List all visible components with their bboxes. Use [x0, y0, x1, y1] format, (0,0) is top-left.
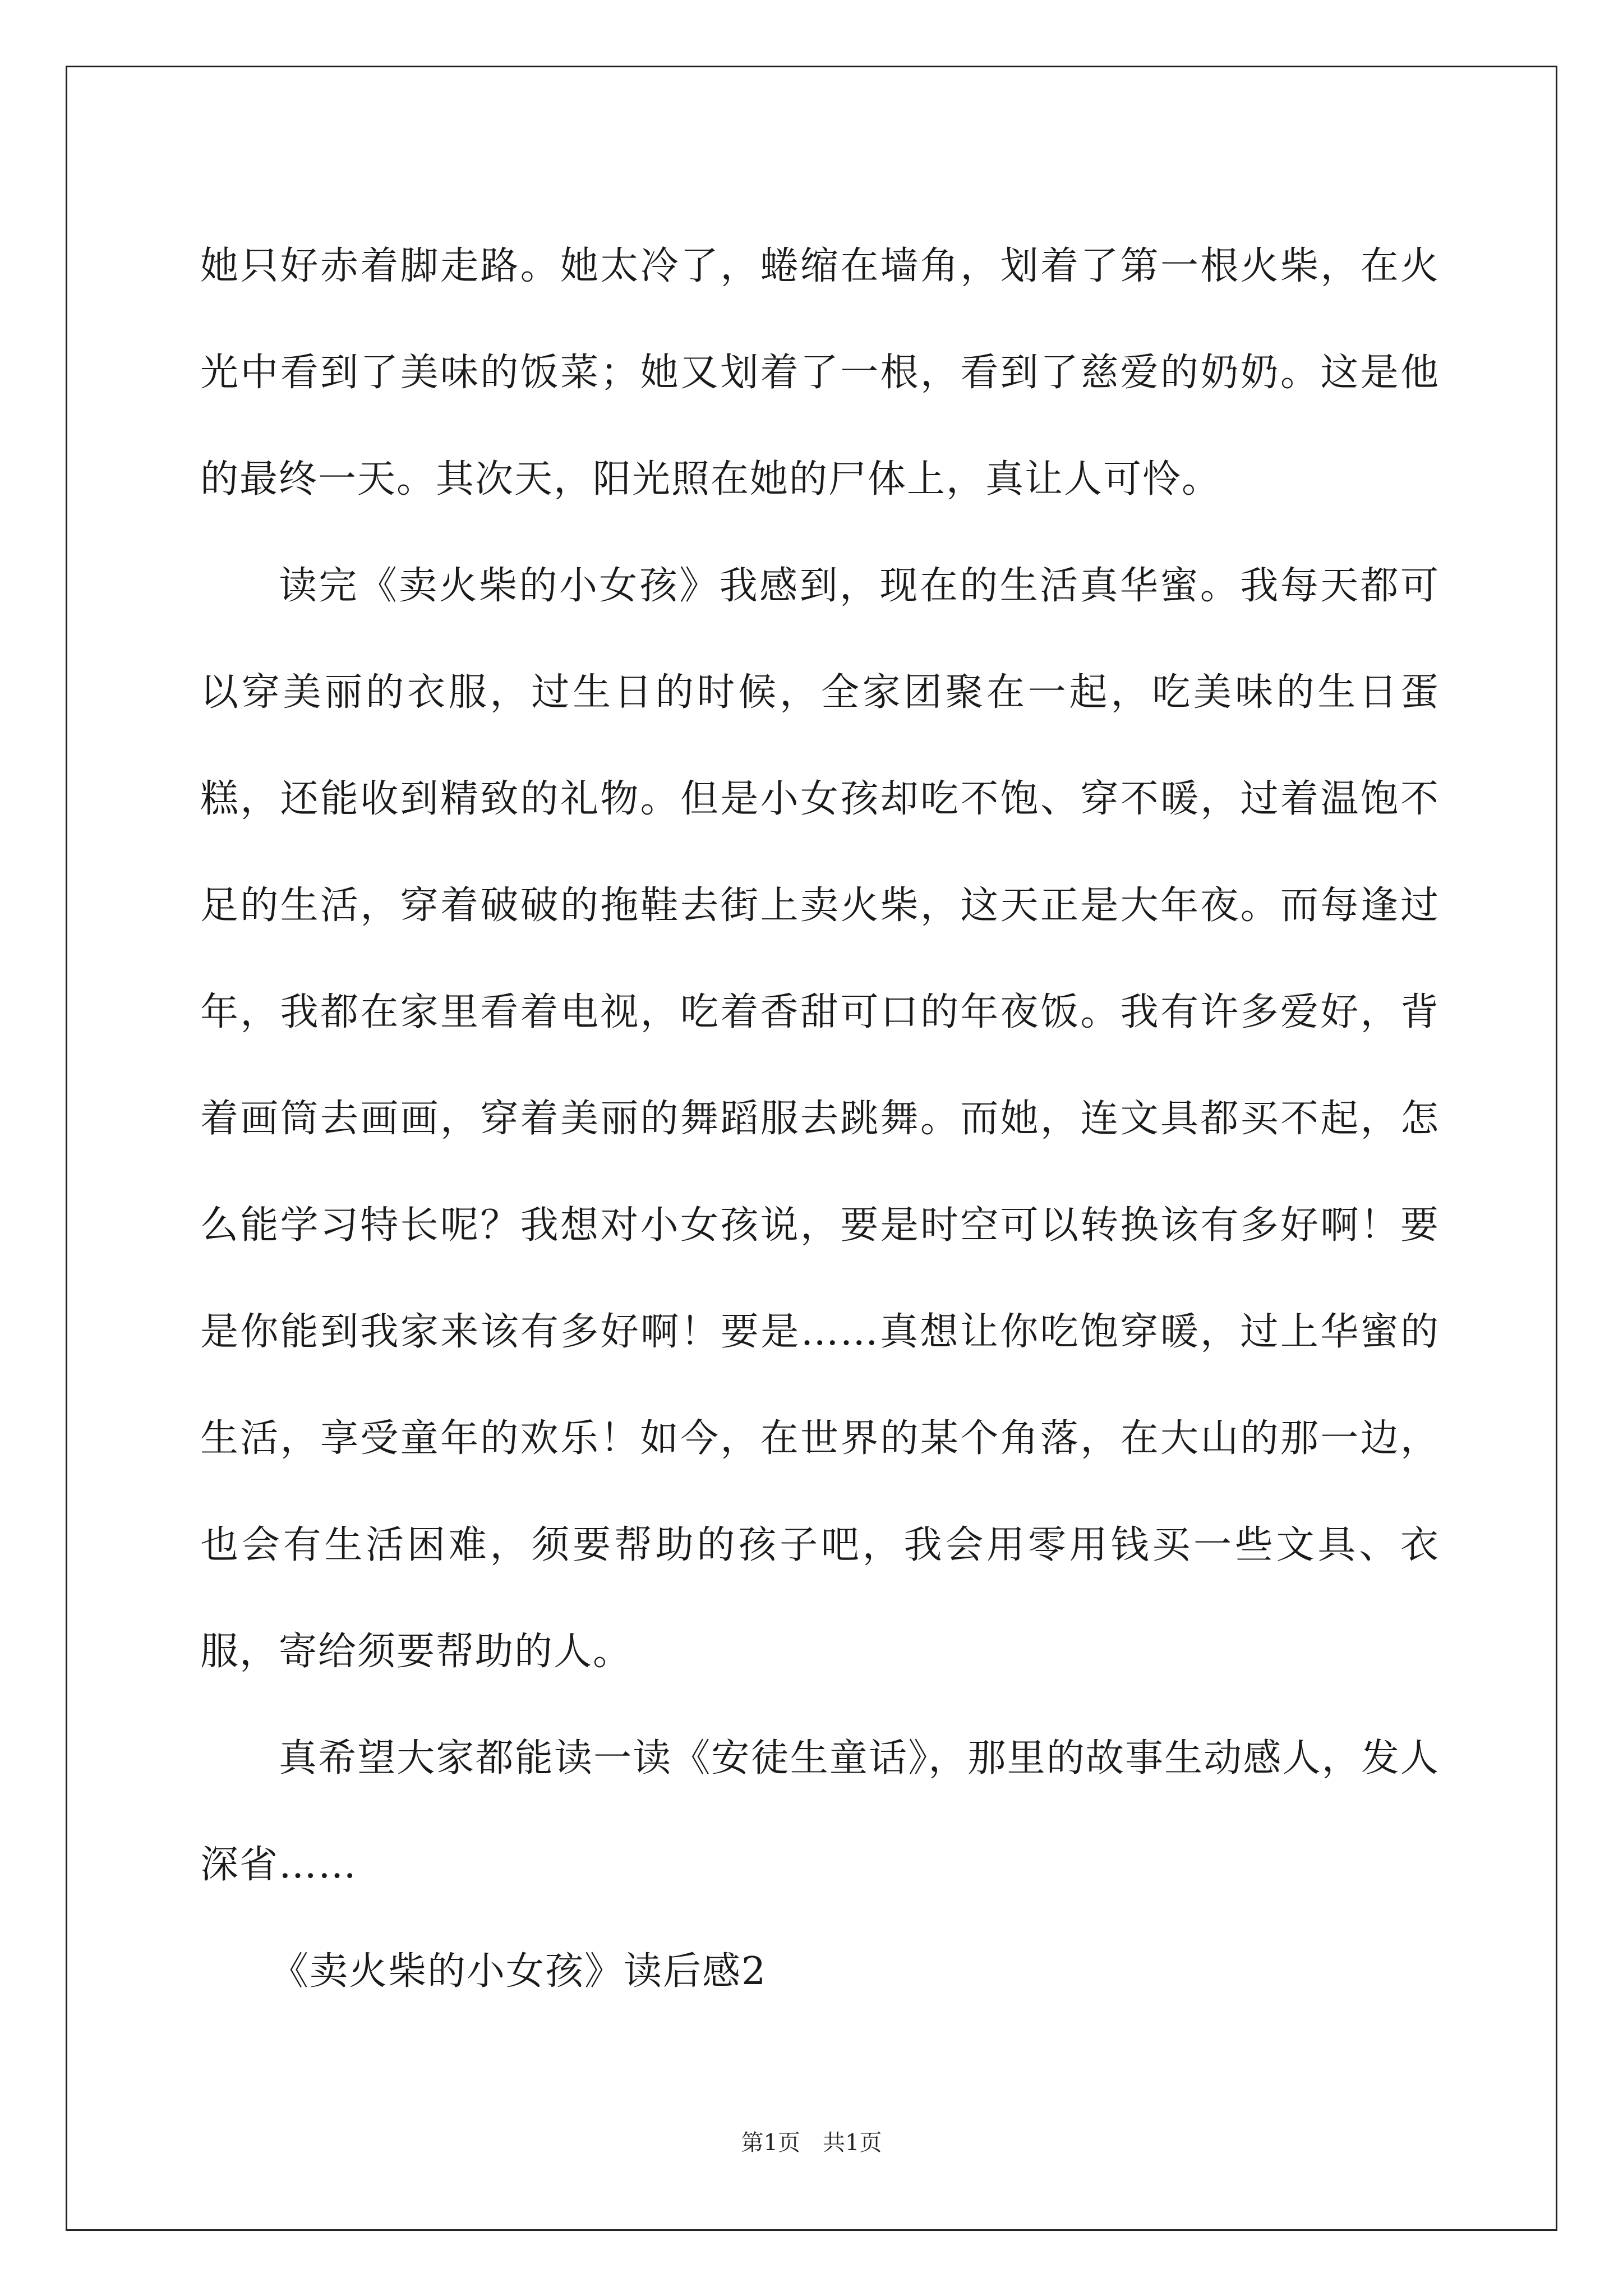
document-body [200, 213, 1440, 2025]
page-footer: 第1页 共1页 [741, 2130, 882, 2156]
paragraph-1: 她只好赤着脚走路。她太冷了，蜷缩在墙角，划着了第一根火柴，在火光中看到了美味的饭菜；她又划着了一根，看到了慈爱的奶奶。这是他的最终一天。其次天，阳光照在她的尸体上，真让人可怜。 [200, 244, 1440, 501]
paragraph-2: 读完《卖火柴的小女孩》我感到，现在的生活真华蜜。我每天都可以穿美丽的衣服，过生日的时候，全家团聚在一起，吃美味的生日蛋糕，还能收到精致的礼物。但是小女孩却吃不饱、穿不暖，过着温饱不足的生活，穿着破破的拖鞋去街上卖火柴，这天正是大年夜。而每逢过年，我都在家里看着电视，吃着香甜可口的年夜饭。我有许多爱好，背着画筒去画画，穿着美丽的舞蹈服去跳舞。而她，连文具都买不起，怎么能学习特长呢？我想对小女孩说，要是时空可以转换该有多好啊！要是你能到我家来该有多好啊！要是……真想让你吃饱穿暖，过上华蜜的生活，享受童年的欢乐！如今，在世界的某个角落，在大山的那一边，也会有生活困难，须要帮助的孩子吧，我会用零用钱买一些文具、衣服，寄给须要帮助的人。 [200, 564, 1440, 1674]
paragraph-3: 真希望大家都能读一读《安徒生童话》，那里的故事生动感人，发人深省…… [200, 1736, 1440, 1887]
section-subtitle: 《卖火柴的小女孩》读后感2 [270, 1949, 767, 1994]
